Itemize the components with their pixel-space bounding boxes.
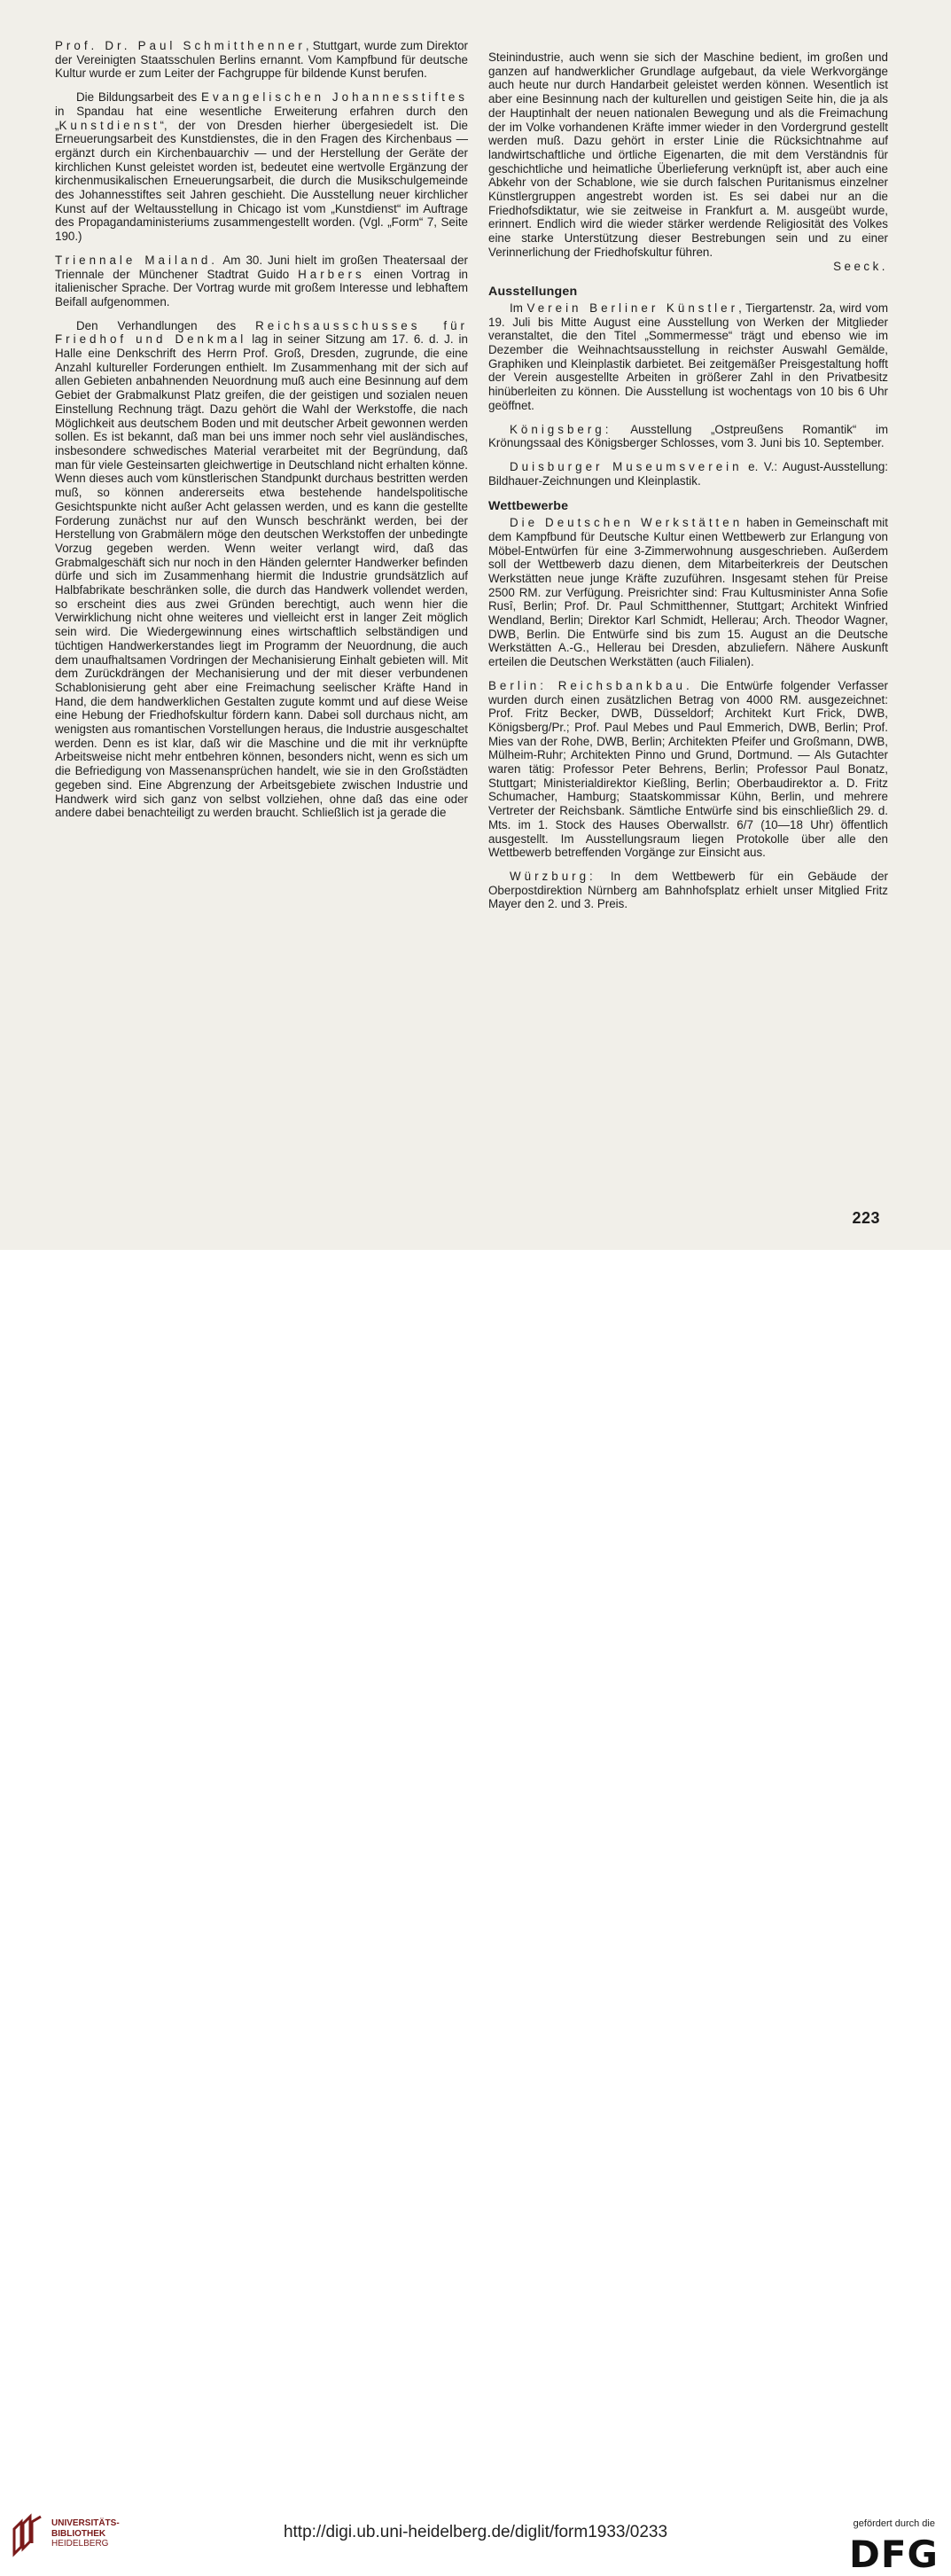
- paragraph-text: Am 30. Juni hielt im großen Theatersaal der Triennale der Münchener Stadtrat Guido: [55, 253, 468, 281]
- spaced-name: Harbers: [298, 267, 365, 281]
- funding-caption: gefördert durch die: [853, 2518, 935, 2529]
- paragraph-schmitthenner: [55, 39, 468, 81]
- paragraph-triennale: [55, 254, 468, 309]
- paragraph-text: , Stuttgart, wurde zum Direktor der Vereinigten Staatsschulen Berlins ernannt. Vom Kampfbund für deutsche Kultur wurde er zum Leiter der Fachgruppe für bildende Kunst berufen.: [55, 39, 468, 81]
- paragraph-verein-berliner-kuenstler: [488, 301, 888, 413]
- spaced-name: Berlin: Reichsbankbau.: [488, 678, 693, 692]
- dfg-logo[interactable]: DFG: [848, 2533, 939, 2576]
- paragraph-wuerzburg: [488, 870, 888, 911]
- spaced-name: Prof. Dr. Paul Schmitthenner: [55, 39, 306, 52]
- paragraph-text: lag in seiner Sitzung am 17. 6. d. J. in Halle eine Denkschrift des Herrn Prof. Groß, Dresden, zugrunde, die eine Anzahl kultureller Forderungen enthielt. Im Zusammenhang mit der sich auf allen Gebieten anbahnenden Neuordnung muß auch eine Besinnung auf dem Gebiet der Grabmalkunst Platz greifen, die der geistigen und sozialen neuen Einstellung Rechnung trägt. Dazu gehört die Wahl der Werkstoffe, die nach Möglichkeit aus deutschem Boden und mit deutscher Arbeit gewonnen werden sollen. Es ist bekannt, daß man bei uns immer noch sehr viel ausländisches, insbesondere schwedisches Material verarbeitet mit der Begründung, daß man für viele Gesteinsarten gleichwertige in Deutschland nicht erhalten könne. Wenn dieses auch vom künstlerischen Standpunkt durchaus bestritten werden muß, so können andererseits etwa bestehende handelspolitische Gesichtspunkte nicht außer Acht gelassen werden, und es kann die gestellte Forderung zunächst nur auf den Wunsch beschränkt werden, bei der Herstellung von Grabmälern möge den deutschen Werkstoffen der unbedingte Vorzug gegeben werden. Wenn weiter verlangt wird, daß das Grabmalgeschäft sich nur noch in den Händen gelernter Handwerker befinden dürfe und sich im Zusammenhang hiermit die Industrie grundsätzlich auf Halbfabrikate beschränken solle, die durch das Handwerk vollendet werden, so erscheint dies aus zwei Gründen berechtigt, auch wenn hier die Verwirklichung nicht ohne weiteres und vielleicht erst in langer Zeit möglich sein wird. Die Wiedergewinnung eines wirtschaftlich selbständigen und tüchtigen Handwerkerstandes liegt im Programm der Neuordnung, die auch dem unaufhaltsamen Vordringen der Mechanisierung Einhalt gebieten will. Mit dem Zurückdrängen der Mechanisierung und der mit dieser verbundenen Schablonisierung geht aber eine Freimachung seelischer Kräfte Hand in Hand, die dem handwerklichen Gestalten zugute kommt und auf diese Weise eine Hebung der Friedhofskultur fördern kann. Dabei soll durchaus nicht, am wenigsten aus romantischen Vorstellungen heraus, die Industrie ausgeschaltet werden. Denn es ist klar, daß wir die Maschine und die mit ihr verknüpfte Arbeitsweise nicht mehr entbehren können, besonders nicht, wenn es sich um die Befriedigung von Massenansprüchen handelt, wie sie in den Großstädten gegeben sind. Eine Abgrenzung der Arbeitsgebiete zwischen Industrie und Handwerk wird sich ganz von selbst vollziehen, ohne daß das eine oder andere dabei benachteiligt zu werden braucht. Schließlich ist ja gerade die: [55, 332, 468, 820]
- spaced-name: Die Deutschen Werkstätten: [510, 516, 744, 530]
- paragraph-reichsbankbau: [488, 679, 888, 860]
- footer-bar: [0, 1250, 951, 2576]
- paragraph-text: e. V.: August-Ausstellung: Bildhauer-Zeichnungen und Kleinplastik.: [488, 459, 888, 488]
- spaced-name: Triennale Mailand.: [55, 253, 219, 267]
- library-name-line: HEIDELBERG: [51, 2539, 109, 2549]
- paragraph-text: Den Verhandlungen des: [76, 318, 256, 332]
- paragraph-steinindustrie: [488, 51, 888, 273]
- library-name-line: UNIVERSITÄTS-: [51, 2518, 120, 2528]
- paragraph-text: Die Bildungsarbeit des: [76, 90, 202, 105]
- paragraph-johannesstift: [55, 90, 468, 244]
- paragraph-friedhof: [55, 319, 468, 820]
- spaced-name: Königsberg:: [510, 422, 612, 436]
- paragraph-text: In dem Wettbewerb für ein Gebäude der Oberpostdirektion Nürnberg am Bahnhofsplatz erhielt unser Mitglied Fritz Mayer den 2. und 3. Preis.: [488, 869, 888, 911]
- paragraph-text: Im: [510, 301, 527, 315]
- scanned-page: [0, 0, 951, 1250]
- paragraph-text: Ausstellung „Ostpreußens Romantik“ im Krönungssaal des Königsberger Schlosses, vom 3. Juni bis 10. September.: [488, 422, 888, 450]
- section-heading-wettbewerbe: Wettbewerbe: [488, 499, 569, 514]
- paragraph-text: einen Vortrag in italienischer Sprache. Der Vortrag wurde mit großem Interesse und lebhaftem Beifall aufgenommen.: [55, 267, 468, 308]
- spaced-name: Würzburg:: [510, 869, 596, 883]
- library-name-line: BIBLIOTHEK: [51, 2528, 106, 2539]
- author-signature: Seeck.: [833, 259, 888, 273]
- left-column: [55, 39, 468, 830]
- paragraph-text: in Spandau hat eine wesentliche Erweiterung erfahren durch den „: [55, 104, 468, 132]
- paragraph-text: haben in Gemeinschaft mit dem Kampfbund für Deutsche Kultur einen Wettbewerb zur Erlangung von Möbel-Entwürfen für eine 3-Zimmerwohnung ausgeschrieben. Außerdem soll der Wettbewerb dazu dienen, dem Mitarbeiterkreis der Deutschen Werkstätten neue junge Kräfte zuzuführen. Insgesamt stehen für Preise 2500 RM. zur Verfügung. Preisrichter sind: Frau Kultusminister Anna Sofie Rusî, Berlin; Prof. Dr. Paul Schmitthenner, Stuttgart; Architekt Winfried Wendland, Berlin; Direktor Karl Schmidt, Hellerau; Arch. Theodor Wagner, DWB, Berlin. Die Entwürfe sind bis zum 15. August an die Deutsche Werkstätten A.-G., Hellerau bei Dresden, abzuliefern. Nähere Auskunft erteilen die Deutschen Werkstätten (auch Filialen).: [488, 516, 888, 669]
- paragraph-koenigsberg: [488, 423, 888, 450]
- paragraph-text: , Tiergartenstr. 2a, wird vom 19. Juli bis Mitte August eine Ausstellung von Werken der Mitglieder veranstaltet, die den Titel „Sommermesse“ trägt und ebenso wie im Dezember die Weihnachtsausstellung in reichster Auswahl Gemälde, Graphiken und Kleinplastik darbietet. Bei zeitgemäßer Preisgestaltung hofft der Verein ausgestellte Arbeiten in größerer Zahl in den Privatbesitz hinüberleiten zu können. Die Ausstellung ist wochentags von 10 bis 6 Uhr geöffnet.: [488, 301, 888, 412]
- spaced-name: Reichsausschusses für Friedhof und Denkmal: [55, 318, 469, 347]
- spaced-name: Evangelischen Johannesstiftes: [201, 90, 468, 105]
- paragraph-text: Steinindustrie, auch wenn sie sich der Maschine bedient, im großen und ganzen auf handwerklicher Grundlage aufgebaut, da viele Werkvorgänge auch heute nur durch Handarbeit geleistet werden können. Wesentlich ist aber eine Besinnung nach der kulturellen und geistigen Seite hin, die ja als der Hauptinhalt der neuen nationalen Bewegung und als die Freimachung der im Volke vorhandenen Kräfte immer wieder in den Vordergrund gestellt werden muß. Dazu gehört in erster Linie die Rücksichtnahme auf landwirtschaftliche und örtliche Eigenarten, die mit dem Verständnis für geschichtliche und heimatliche Überlieferung verknüpft ist, aber auch eine Abkehr von der Schablone, wie sie durch falschen Puritanismus einzelner Künstlergruppen angestrebt worden ist. Es sei dabei nur an die Friedhofsdiktatur, wie sie zeitweise in Frankfurt a. M. ausgeübt wurde, erinnert. Endlich wird die wieder stärker werdende Religiosität des Volkes eine starke Unterstützung dieser Bestrebungen sein und zu einer Verinnerlichung der Friedhofskultur führen.: [488, 51, 888, 259]
- paragraph-deutsche-werkstaetten: [488, 516, 888, 669]
- paragraph-duisburg: [488, 460, 888, 488]
- spaced-name: Verein Berliner Künstler: [526, 301, 739, 315]
- permalink-url[interactable]: http://digi.ub.uni-heidelberg.de/diglit/form1933/0233: [283, 2523, 668, 2541]
- right-column: [488, 51, 888, 921]
- paragraph-text: “, der von Dresden hierher übergesiedelt ist. Die Erneuerungsarbeit des Kunstdienstes, die in den Fragen des Kirchenbaus — ergänzt durch ein Kirchenbauarchiv — und der Herstellung der Geräte der kirchlichen Kunst geleistet worden ist, bedeutet eine wertvolle Ergänzung der kirchenmusikalischen Erneuerungsarbeit, die durch die Musikschulgemeinde des Johannesstiftes seit Jahren geschieht. Die Ausstellung neuer kirchlicher Kunst auf der Weltausstellung in Chicago ist vom „Kunstdienst“ im Auftrage des Propagandaministeriums zusammengestellt worden. (Vgl. „Form“ 7, Seite 190.): [55, 118, 468, 244]
- spaced-name: Kunstdienst: [58, 118, 160, 132]
- paragraph-text: Die Entwürfe folgender Verfasser wurden durch einen zusätzlichen Betrag von 4000 RM. ausgezeichnet: Prof. Fritz Becker, DWB, Düsseldorf; Architekt Kurt Frick, DWB, Königsberg/Pr.; Prof. Paul Mebes und Paul Emmerich, DWB, Berlin; Prof. Mies van der Rohe, DWB, Berlin; Architekten Pfeifer und Großmann, DWB, Mülheim-Ruhr; Architekten Pinno und Grund, Dortmund. — Als Gutachter waren tätig: Professor Peter Behrens, Berlin; Professor Paul Bonatz, Stuttgart; Ministerialdirektor Kießling, Berlin; Oberbaudirektor a. D. Fritz Schumacher, Hamburg; Staatskommissar Kühn, Berlin, und mehrere Vertreter der Reichsbank. Sämtliche Entwürfe sind bis einschließlich 29. d. Mts. im 1. Stock des Hauses Oberwallstr. 6/7 (10—18 Uhr) öffentlich ausgestellt. Im Ausstellungsraum liegen Protokolle über alle den Wettbewerb betreffenden Vorgänge zur Einsicht aus.: [488, 678, 888, 860]
- page-number: 223: [852, 1209, 880, 1227]
- section-heading-ausstellungen: Ausstellungen: [488, 285, 578, 300]
- spaced-name: Duisburger Museumsverein: [510, 459, 743, 473]
